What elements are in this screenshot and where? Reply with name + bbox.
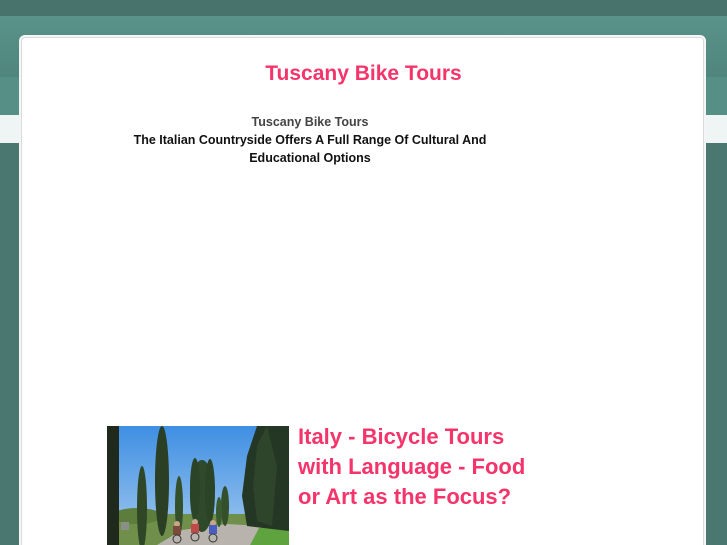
intro-title: Tuscany Bike Tours <box>251 115 369 129</box>
site-title[interactable]: Tuscany Bike Tours <box>265 62 462 85</box>
intro-subtitle: The Italian Countryside Offers A Full Range Of Cultural And Educational Options <box>133 133 487 165</box>
intro-block <box>102 113 518 167</box>
content-card <box>21 37 704 545</box>
feature-article <box>107 426 547 545</box>
feature-image[interactable] <box>107 426 289 545</box>
background-band-top <box>0 0 727 16</box>
feature-title-link[interactable]: Italy - Bicycle Tours with Language - Food or Art as the Focus? <box>298 424 526 509</box>
